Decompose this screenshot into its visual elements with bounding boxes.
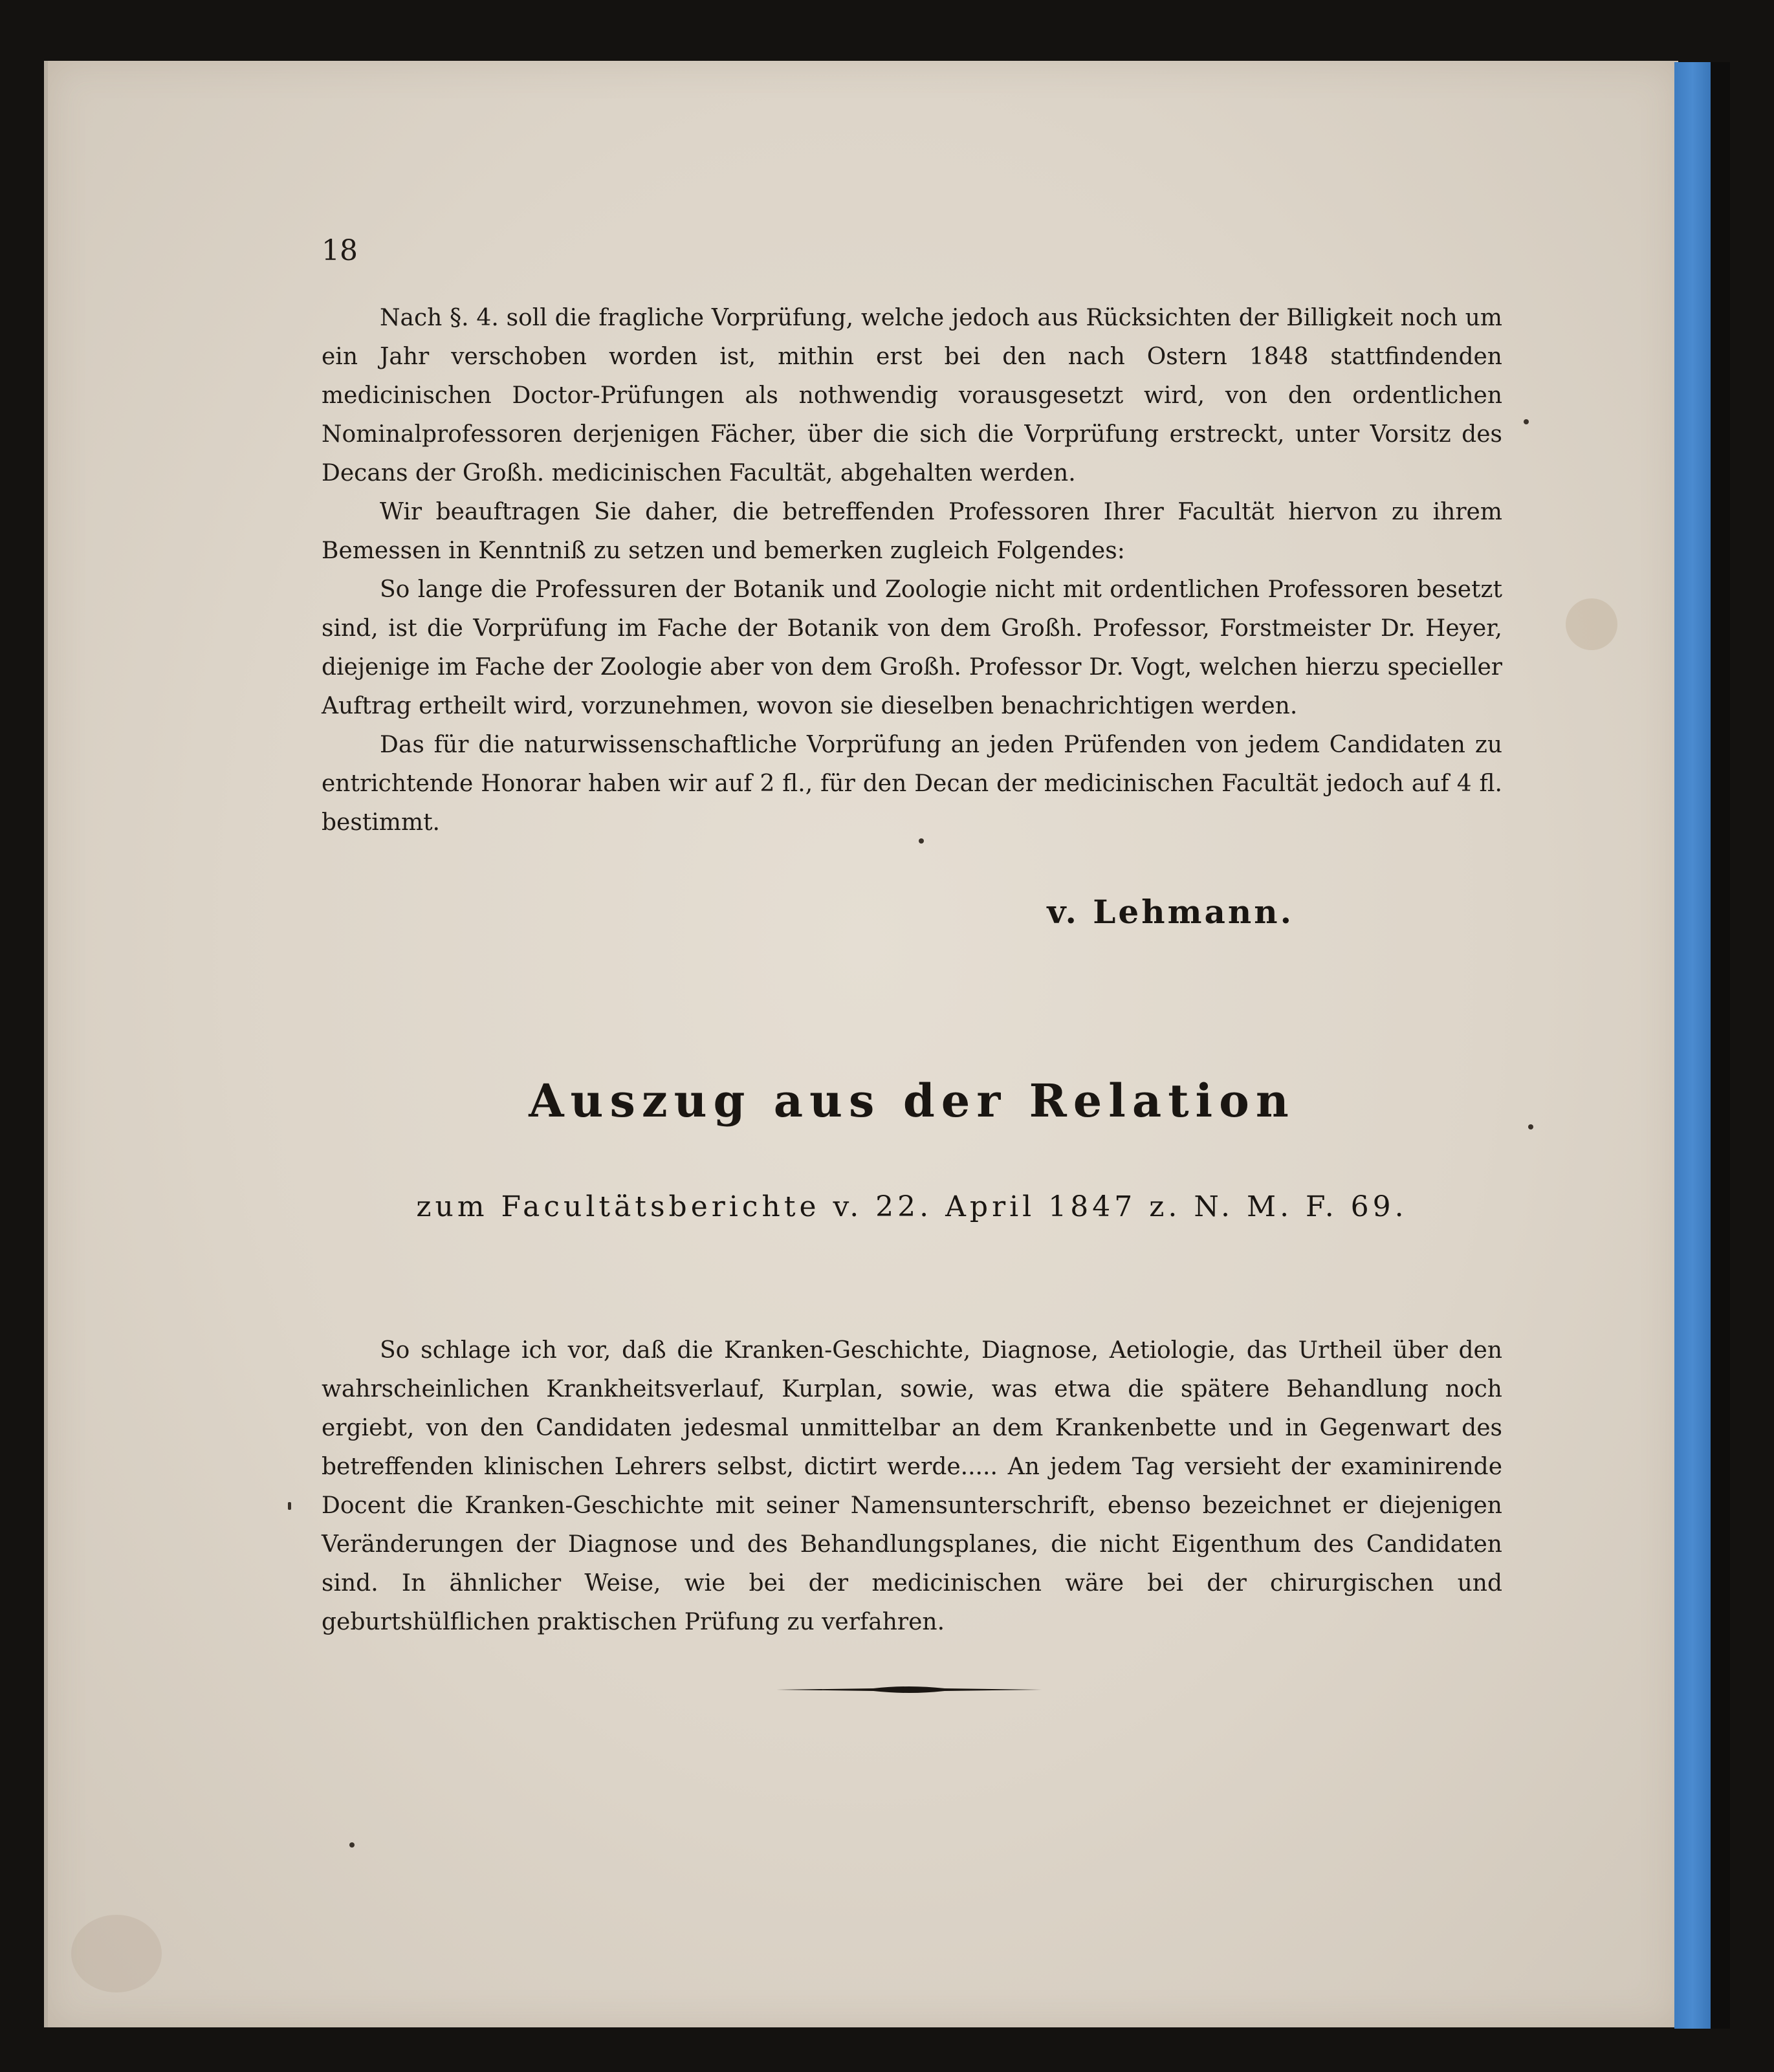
- paragraph-beauftragen: Wir beauftragen Sie daher, die betreffenden Professoren Ihrer Facultät hiervon zu ihrem Bemessen in Kenntniß zu setzen und bemerken zugleich Folgendes:: [322, 499, 1502, 564]
- decorative-rule: [776, 1683, 1042, 1696]
- ink-speck: [1528, 1124, 1533, 1129]
- section-heading: Auszug aus der Relation: [529, 1074, 1295, 1128]
- paragraph-professuren: So lange die Professuren der Botanik und Zoologie nicht mit ordentlichen Professoren besetzt sind, ist die Vorprüfung im Fache der Botanik von dem Großh. Professor, Forstmeister Dr. Heyer, diejenige im Fache der Zoologie aber von dem Großh. Professor Dr. Vogt, welchen hierzu specieller Auftrag ertheilt wird, vorzunehmen, wovon sie dieselben benachrichtigen werden.: [322, 576, 1502, 719]
- paragraph-vorpruefung: Nach §. 4. soll die fragliche Vorprüfung, welche jedoch aus Rücksichten der Billigkeit noch um ein Jahr verschoben worden ist, mithin erst bei den nach Ostern 1848 stattfindenden medicinischen Doctor-Prüfungen als nothwendig vorausgesetzt wird, von den ordentlichen Nominalprofessoren derjenigen Fächer, über die sich die Vorprüfung erstreckt, unter Vorsitz des Decans der Großh. medicinischen Facultät, abgehalten werden.: [322, 305, 1502, 486]
- ink-speck: [919, 838, 924, 844]
- paper-stain: [1566, 598, 1617, 650]
- paragraph-relation: So schlage ich vor, daß die Kranken-Geschichte, Diagnose, Aetiologie, das Urtheil über den wahrscheinlichen Krankheitsverlauf, Kurplan, sowie, was etwa die spätere Behandlung noch ergiebt, von den Candidaten jedesmal unmittelbar an dem Krankenbette und in Gegenwart des betreffenden klinischen Lehrers selbst, dictirt werde..... An jedem Tag versieht der examinirende Docent die Kranken-Geschichte mit seiner Namensunterschrift, ebenso bezeichnet er diejenigen Veränderungen der Diagnose und des Behandlungsplanes, die nicht Eigenthum des Candidaten sind. In ähnlicher Weise, wie bei der medicinischen wäre bei der chirurgischen und geburtshülflichen praktischen Prüfung zu verfahren.: [322, 1337, 1502, 1635]
- blue-cover-edge: [1674, 62, 1711, 2029]
- signature-lehmann: v. Lehmann.: [1047, 893, 1294, 931]
- page-number: 18: [322, 234, 358, 267]
- ink-speck: [1524, 419, 1529, 424]
- paper-stain-corner: [71, 1915, 162, 1992]
- binding-shadow: [1711, 62, 1730, 2029]
- paragraph-honorar: Das für die naturwissenschaftliche Vorprüfung an jeden Prüfenden von jedem Candidaten zu entrichtende Honorar haben wir auf 2 fl., für den Decan der medicinischen Facultät jedoch auf 4 fl. bestimmt.: [322, 732, 1502, 836]
- ink-speck: [288, 1502, 291, 1510]
- section-subheading: zum Facultätsberichte v. 22. April 1847 z. N. M. F. 69.: [416, 1190, 1408, 1223]
- ink-speck: [349, 1842, 355, 1848]
